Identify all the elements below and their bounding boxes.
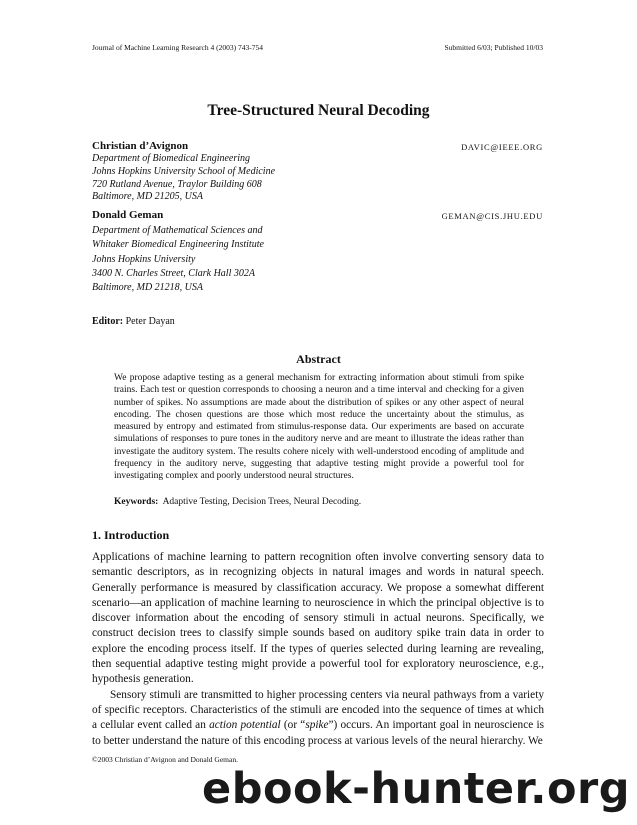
paper-title: Tree-Structured Neural Decoding xyxy=(207,102,430,119)
section-heading: 1. Introduction xyxy=(92,528,170,542)
author-name: Christian d’Avignon xyxy=(92,140,189,152)
author-name: Donald Geman xyxy=(92,209,164,221)
paragraph: Sensory stimuli are transmitted to higher processing centers via neural pathways from a variety of specific receptors. Characteristics of the stimuli are encoded into the sequence of times at which a cellular event called an action potential (or “spike”) occurs. An important goal in neuroscience is to better understand the nature of this encoding process at various levels of the neural hierarchy. We xyxy=(92,688,544,747)
author-affiliation: Department of Mathematical Sciences and Whitaker Biomedical Engineering Institute Johns Hopkins University 3400 N. Charles Street, Clark Hall 302A Baltimore, MD 21218, USA xyxy=(92,225,264,294)
keywords-label: Keywords: xyxy=(114,497,159,507)
journal-header: Journal of Machine Learning Research 4 (2003) 743-754 xyxy=(92,43,263,52)
copyright-notice: ©2003 Christian d’Avignon and Donald Geman. xyxy=(92,755,238,764)
editor-name: Peter Dayan xyxy=(125,316,175,327)
submission-dates: Submitted 6/03; Published 10/03 xyxy=(444,43,543,52)
author-email: GEMAN@CIS.JHU.EDU xyxy=(441,211,543,221)
editor-line xyxy=(92,316,175,327)
editor-label: Editor: xyxy=(92,316,124,327)
paragraph: Applications of machine learning to pattern recognition often involve converting sensory data to semantic descriptors, as in recognizing objects in natural images and words in natural speech. Generally performance is measured by classification accuracy. We propose a somewhat different scenario—an application of machine learning to neuroscience in which the principal objective is to discover information about the encoding of sensory stimuli in actual neurons. Specifically, we construct decision trees to classify simple sounds based on auditory spike train data in order to explore the encoding process itself. If the types of queries selected during learning are revealing, then sequential adaptive testing might provide a powerful tool for exploratory neuroscience, e.g., hypothesis generation. xyxy=(92,551,544,686)
keywords-list: Adaptive Testing, Decision Trees, Neural Decoding. xyxy=(162,497,362,507)
watermark: ebook-hunter.org xyxy=(202,764,630,814)
author-affiliation: Department of Biomedical Engineering Johns Hopkins University School of Medicine 720 Rutland Avenue, Traylor Building 608 Baltimore, MD 21205, USA xyxy=(92,153,276,203)
author-email: DAVIC@IEEE.ORG xyxy=(461,142,543,152)
introduction-body xyxy=(92,550,544,749)
abstract-heading: Abstract xyxy=(296,352,341,366)
keywords-line xyxy=(114,497,534,507)
abstract-text: We propose adaptive testing as a general mechanism for extracting information about stimuli from spike trains. Each test or question corresponds to choosing a neuron and a time interval and checking for a given number of spikes. No assumptions are made about the distribution of spikes or any other aspect of neural encoding. The chosen questions are those which most reduce the uncertainty about the stimulus, as measured by entropy and estimated from stimulus-response data. Our experiments are based on accurate simulations of responses to pure tones in the auditory nerve and are meant to illustrate the ideas rather than investigate the auditory system. The results cohere nicely with well-understood encoding of amplitude and frequency in the auditory nerve, suggesting that adaptive testing might provide a powerful tool for investigating complex and poorly understood neural structures. xyxy=(114,373,524,482)
